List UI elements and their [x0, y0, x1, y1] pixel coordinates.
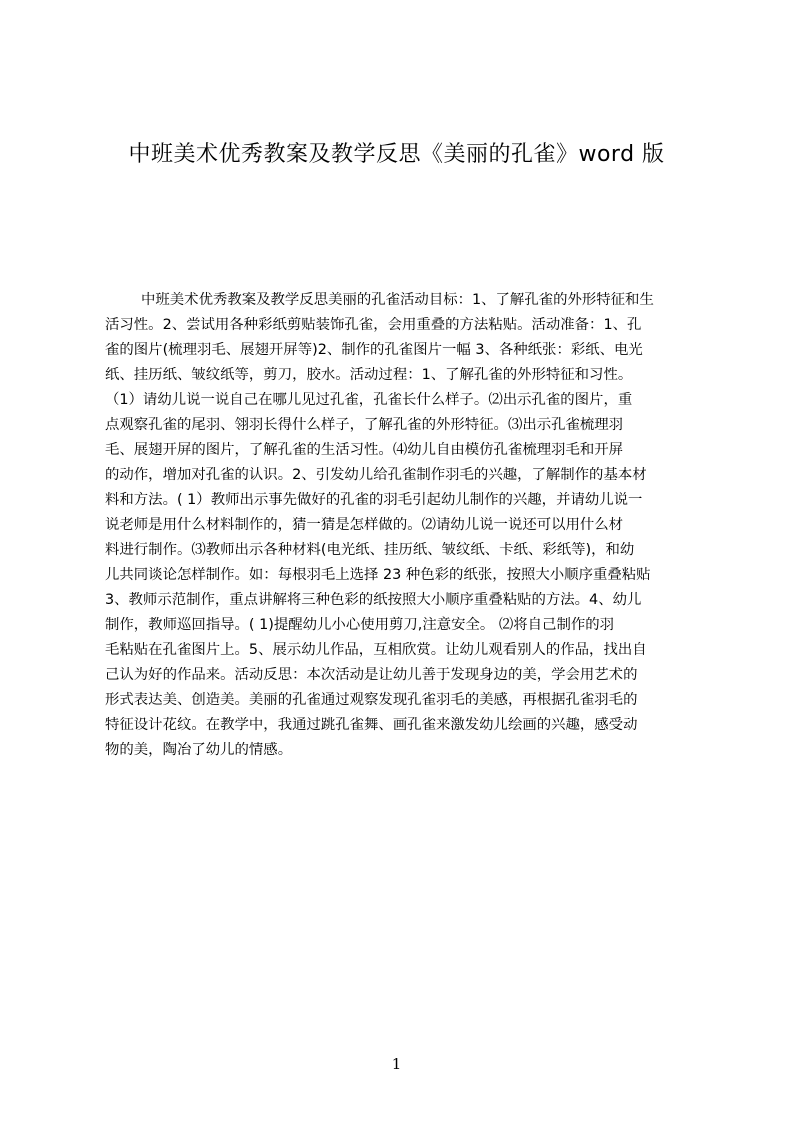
document-title: 中班美术优秀教案及教学反思《美丽的孔雀》word 版	[128, 142, 665, 167]
body-line: 3、教师示范制作，重点讲解将三种色彩的纸按照大小顺序重叠粘贴的方法。4、幼儿	[105, 592, 642, 608]
document-body	[105, 288, 697, 763]
body-line: 特征设计花纹。在教学中，我通过跳孔雀舞、画孔雀来激发幼儿绘画的兴趣，感受动	[105, 717, 638, 733]
body-line: 制作，教师巡回指导。( 1)提醒幼儿小心使用剪刀,注意安全。 ⑵将自己制作的羽	[105, 617, 615, 633]
body-line: 中班美术优秀教案及教学反思美丽的孔雀活动目标：1、了解孔雀的外形特征和生	[141, 292, 654, 308]
body-line: 形式表达美、创造美。美丽的孔雀通过观察发现孔雀羽毛的美感，再根据孔雀羽毛的	[105, 692, 638, 708]
body-line: 说老师是用什么材料制作的，猜一猜是怎样做的。⑵请幼儿说一说还可以用什么材	[105, 517, 624, 533]
body-line: （1）请幼儿说一说自己在哪儿见过孔雀，孔雀长什么样子。⑵出示孔雀的图片，重	[105, 392, 633, 408]
body-line: 毛粘贴在孔雀图片上。5、展示幼儿作品，互相欣赏。让幼儿观看别人的作品，找出自	[105, 642, 647, 658]
body-line: 己认为好的作品来。活动反思：本次活动是让幼儿善于发现身边的美，学会用艺术的	[105, 667, 638, 683]
body-line: 点观察孔雀的尾羽、翎羽长得什么样子，了解孔雀的外形特征。⑶出示孔雀梳理羽	[105, 417, 624, 433]
body-line: 料和方法。( 1）教师出示事先做好的孔雀的羽毛引起幼儿制作的兴趣，并请幼儿说一	[105, 492, 643, 508]
body-line: 儿共同谈论怎样制作。如：每根羽毛上选择 23 种色彩的纸张，按照大小顺序重叠粘贴	[105, 567, 651, 583]
page-number: 1	[391, 1055, 402, 1073]
body-line: 纸、挂历纸、皱纹纸等，剪刀，胶水。活动过程：1、了解孔雀的外形特征和习性。	[105, 367, 633, 383]
body-line: 料进行制作。⑶教师出示各种材料(电光纸、挂历纸、皱纹纸、卡纸、彩纸等)，和幼	[105, 542, 635, 558]
body-line: 毛、展翅开屏的图片，了解孔雀的生活习性。⑷幼儿自由模仿孔雀梳理羽毛和开屏	[105, 442, 624, 458]
body-line: 雀的图片(梳理羽毛、展翅开屏等)2、制作的孔雀图片一幅 3、各种纸张：彩纸、电光	[105, 342, 643, 358]
body-line: 物的美，陶冶了幼儿的情感。	[105, 742, 293, 758]
body-line: 的动作，增加对孔雀的认识。2、引发幼儿给孔雀制作羽毛的兴趣，了解制作的基本材	[105, 467, 647, 483]
body-line: 活习性。2、尝试用各种彩纸剪贴装饰孔雀，会用重叠的方法粘贴。活动准备：1、孔	[105, 317, 642, 333]
